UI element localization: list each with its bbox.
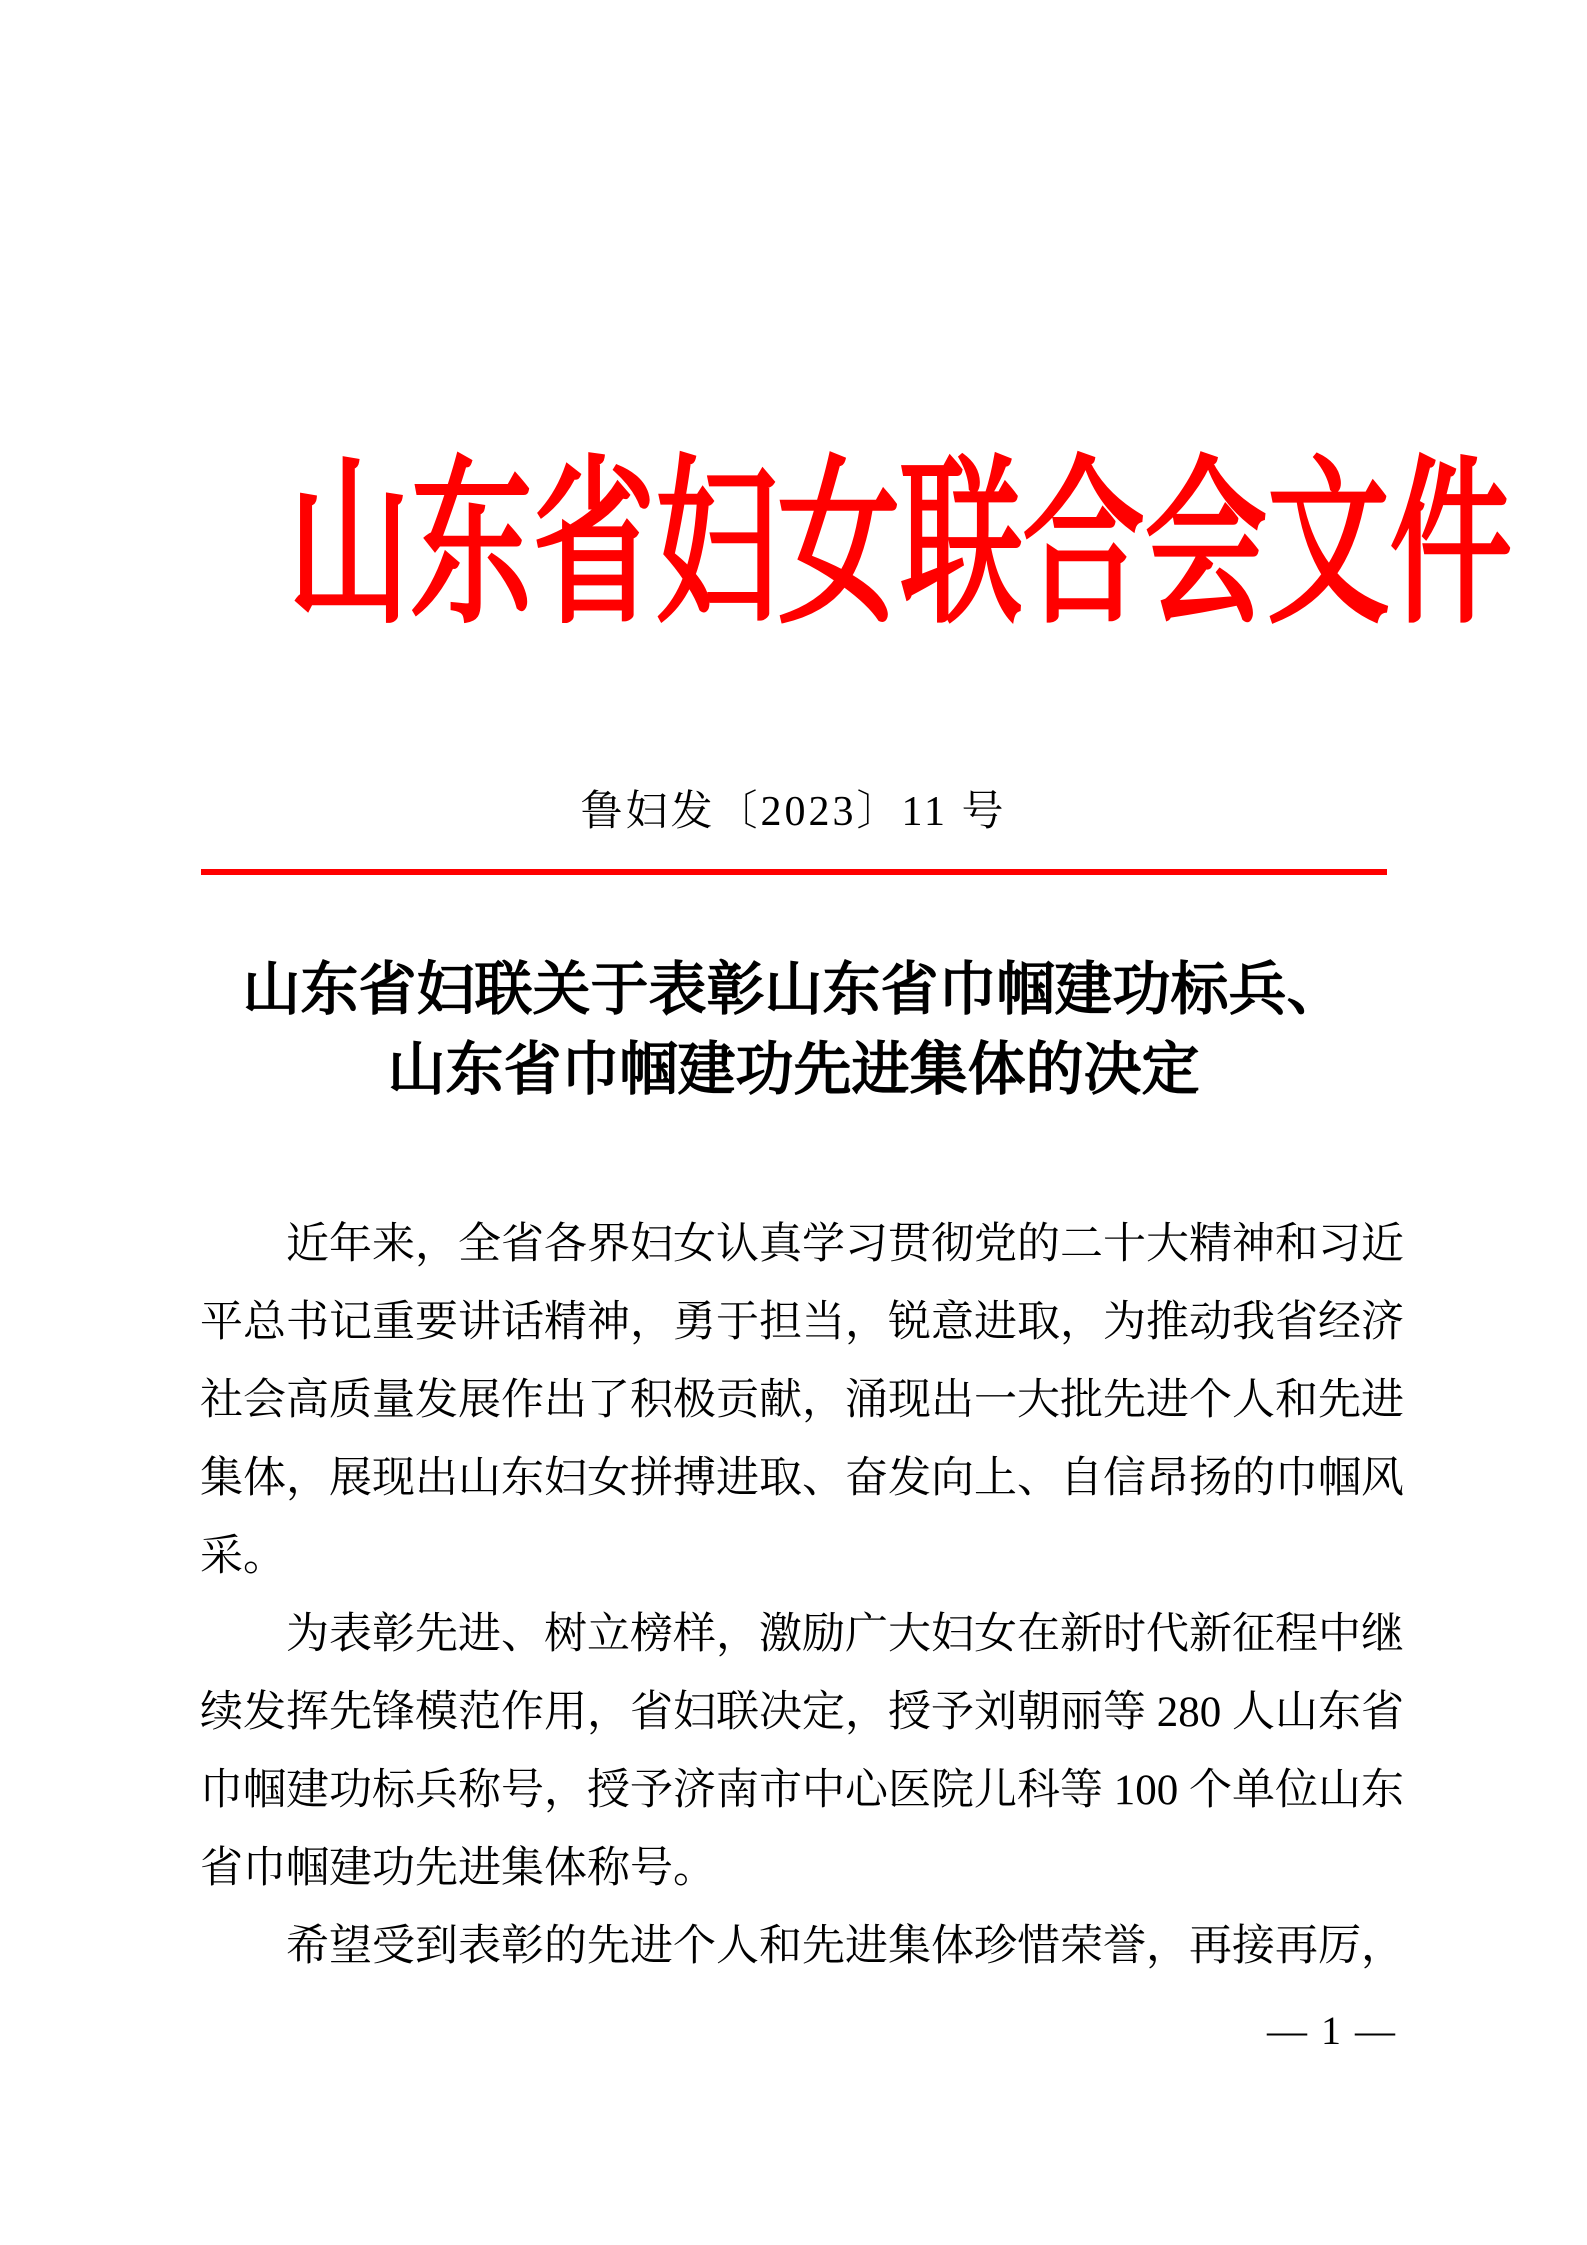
red-separator-line <box>201 869 1387 875</box>
document-title-line-1: 山东省妇联关于表彰山东省巾帼建功标兵、 <box>242 957 1345 1022</box>
document-body <box>200 1206 1404 1986</box>
document-number: 鲁妇发〔2023〕11 号 <box>580 789 1007 835</box>
paragraph-1: 近年来，全省各界妇女认真学习贯彻党的二十大精神和习近平总书记重要讲话精神，勇于担当，锐意进取，为推动我省经济社会高质量发展作出了积极贡献，涌现出一大批先进个人和先进集体，展现出山东妇女拼搏进取、奋发向上、自信昂扬的巾帼风采。 <box>200 1221 1404 1580</box>
letterhead <box>0 448 1587 643</box>
page-number: — 1 — <box>1267 2008 1397 2053</box>
document-title <box>0 950 1587 1110</box>
letterhead-title: 山东省妇女联合会文件 <box>288 446 1513 645</box>
paragraph-3: 希望受到表彰的先进个人和先进集体珍惜荣誉，再接再厉， <box>286 1923 1404 1970</box>
paragraph-2: 为表彰先进、树立榜样，激励广大妇女在新时代新征程中继续发挥先锋模范作用，省妇联决定，授予刘朝丽等 280 人山东省巾帼建功标兵称号，授予济南市中心医院儿科等 100 个单位山东省巾帼建功先进集体称号。 <box>200 1611 1404 1892</box>
document-title-line-2: 山东省巾帼建功先进集体的决定 <box>387 1037 1200 1102</box>
